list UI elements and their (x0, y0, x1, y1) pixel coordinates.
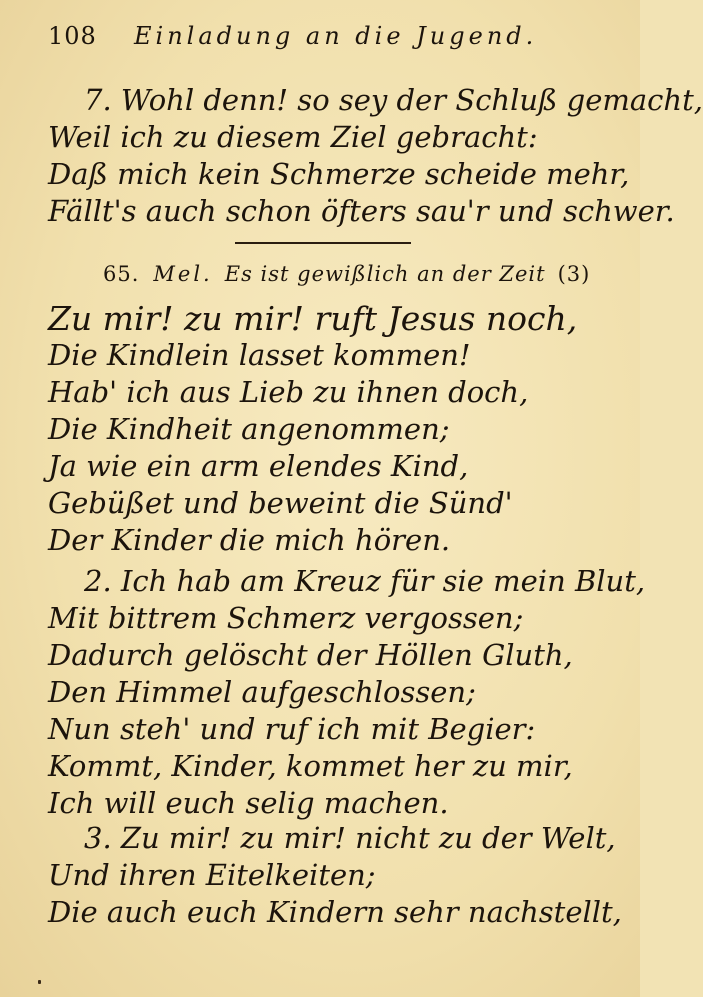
hymn-stanza-2 (48, 563, 646, 822)
verse-line: Den Himmel aufgeschlossen; (48, 675, 476, 709)
verse-line: Gebüßet und beweint die Sünd' (48, 486, 513, 520)
verse-line: 3. Zu mir! zu mir! nicht zu der Welt, (84, 821, 616, 855)
verse-line: Dadurch gelöscht der Höllen Gluth, (48, 638, 573, 672)
melody-label: Mel. (153, 262, 213, 286)
verse-line: 7. Wohl denn! so sey der Schluß gemacht, (84, 83, 703, 117)
hymn-stanza-3 (48, 820, 638, 931)
page-number: 108 (48, 22, 97, 50)
running-head: Einladung an die Jugend. (134, 22, 538, 50)
verse-line: 2. Ich hab am Kreuz für sie mein Blut, (84, 564, 646, 598)
verse-line: Daß mich kein Schmerze scheide mehr, (48, 157, 630, 191)
hymn-melody-line (103, 262, 590, 286)
melody-tune: Es ist gewißlich an der Zeit (224, 262, 546, 286)
verse-line: Und ihren Eitelkeiten; (48, 858, 376, 892)
verse-line: Die Kindheit angenommen; (48, 412, 450, 446)
melody-tune-count: (3) (557, 262, 591, 286)
verse-line: Mit bittrem Schmerz vergossen; (48, 601, 524, 635)
verse-line: Die auch euch Kindern sehr nachstellt, (48, 895, 622, 929)
verse-line: Weil ich zu diesem Ziel gebracht: (48, 120, 538, 154)
verse-line: Die Kindlein lasset kommen! (48, 338, 471, 372)
verse-line: Fällt's auch schon öfters sau'r und schwer. (48, 194, 675, 228)
verse-line: Kommt, Kinder, kommet her zu mir, (48, 749, 573, 783)
verse-line: Zu mir! zu mir! ruft Jesus noch, (48, 299, 578, 338)
hymn-stanza-1 (48, 300, 638, 559)
section-divider (235, 242, 411, 244)
page-header (48, 22, 608, 56)
verse-line: Der Kinder die mich hören. (48, 523, 451, 557)
stanza-7 (48, 82, 703, 230)
paper-speck (38, 980, 41, 984)
verse-line: Hab' ich aus Lieb zu ihnen doch, (48, 375, 529, 409)
verse-line: Nun steh' und ruf ich mit Begier: (48, 712, 536, 746)
verse-line: Ja wie ein arm elendes Kind, (48, 449, 469, 483)
verse-line: Ich will euch selig machen. (48, 786, 449, 820)
hymn-number: 65. (103, 262, 140, 286)
